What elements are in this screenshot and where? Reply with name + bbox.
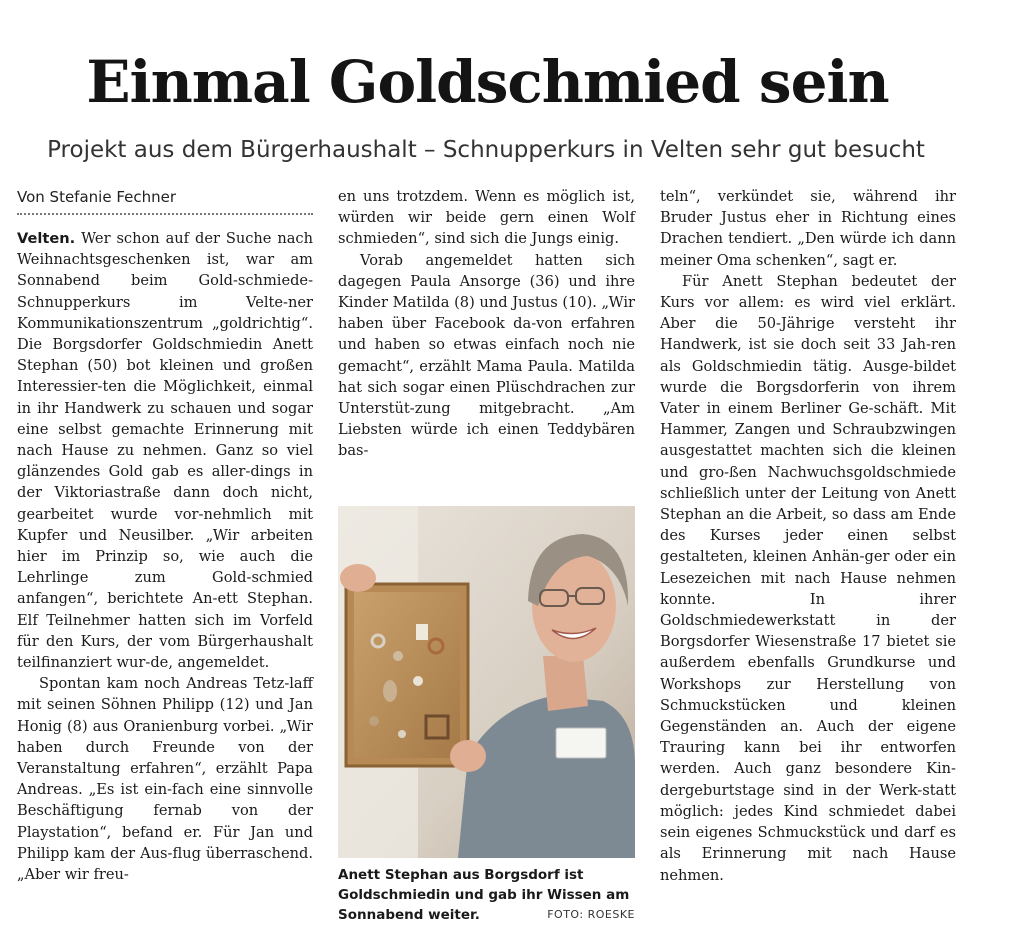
paragraph: teln“, verkündet sie, während ihr Bruder Justus eher in Richtung eines Drachen tendiert. „Den würde ich dann meiner Oma schenken“, sagt er. (660, 188, 956, 269)
photo-illustration (338, 506, 635, 858)
article-subheadline: Projekt aus dem Bürgerhaushalt – Schnupperkurs in Velten sehr gut besucht (47, 137, 925, 163)
article-column-2 (338, 186, 635, 462)
paragraph: en uns trotzdem. Wenn es möglich ist, würden wir beide gern einen Wolf schmieden“, sind sich die Jungs einig. (338, 188, 635, 248)
photo-credit: FOTO: ROESKE (547, 908, 635, 921)
article-column-1 (17, 228, 313, 885)
caption-text: Anett Stephan aus Borgsdorf ist Goldschmiedin und gab ihr Wissen am Sonnabend weiter. (338, 867, 630, 923)
article-column-3 (660, 186, 956, 886)
article-byline: Von Stefanie Fechner (17, 187, 313, 215)
paragraph: Vorab angemeldet hatten sich dagegen Paula Ansorge (36) und ihre Kinder Matilda (8) und Justus (10). „Wir haben über Facebook da-von erfahren und haben so etwas einfach noch nie gemacht“, erzählt Mama Paula. Matilda hat sich sogar einen Plüschdrachen zur Unterstüt-zung mitgebracht. „Am Liebsten würde ich einen Teddybären bas- (338, 251, 635, 460)
photo-caption (338, 865, 635, 925)
article-photo (338, 506, 635, 858)
paragraph (17, 228, 313, 673)
dateline: Velten. (17, 230, 76, 247)
paragraph: Für Anett Stephan bedeutet der Kurs vor allem: es wird viel erklärt. Aber die 50-Jährige versteht ihr Handwerk, ist sie doch seit 33 Jah-ren als Goldschmiedin tätig. Ausge-bildet wurde die Borgsdorferin von ihrem Vater in einem Berliner Ge-schäft. Mit Hammer, Zangen und Schraubzwingen ausgestattet machten sich die kleinen und gro-ßen Nachwuchsgoldschmiede schließlich unter der Leitung von Anett Stephan an die Arbeit, so dass am Ende des Kurses jeder einen selbst gestalteten, kleinen Anhän-ger oder ein Lesezeichen mit nach Hause nehmen konnte. In ihrer Goldschmiedewerkstatt in der Borgsdorfer Wiesenstraße 17 bietet sie außerdem ebenfalls Grundkurse und Workshops zur Herstellung von Schmuckstücken und kleinen Gegenständen an. Auch der eigene Trauring kann bei ihr entworfen werden. Auch ganz besondere Kin-dergeburtstage sind in der Werk-statt möglich: jedes Kind schmiedet dabei sein eigenes Schmuckstück und darf es als Erinnerung mit nach Hause nehmen. (660, 272, 956, 884)
article-headline: Einmal Goldschmied sein (86, 48, 889, 116)
paragraph: Spontan kam noch Andreas Tetz-laff mit seinen Söhnen Philipp (12) und Jan Honig (8) aus Oranienburg vorbei. „Wir haben durch Freunde von der Veranstaltung erfahren“, erzählt Papa Andreas. „Es ist ein-fach eine sinnvolle Beschäftigung fernab von der Playstation“, befand er. Für Jan und Philipp kam der Aus-flug überraschend. „Aber wir freu- (17, 675, 313, 884)
paragraph-text: Wer schon auf der Suche nach Weihnachtsgeschenken ist, war am Sonnabend beim Gold-schmiede-Schnupperkurs im Velte-ner Kommunikationszentrum „goldrichtig“. Die Borgsdorfer Goldschmiedin Anett Stephan (50) bot kleinen und großen Interessier-ten die Möglichkeit, einmal in ihr Handwerk zu schauen und sogar eine selbst gemachte Erinnerung mit nach Hause zu nehmen. Ganz so viel glänzendes Gold gab es aller-dings in der Viktoriastraße dann doch nicht, gearbeitet wurde vor-nehmlich mit Kupfer und Neusilber. „Wir arbeiten hier im Prinzip so, wie auch die Lehrlinge zum Gold-schmied anfangen“, berichtete An-ett Stephan. Elf Teilnehmer hatten sich im Vorfeld für den Kurs, der vom Bürgerhaushalt teilfinanziert wur-de, angemeldet. (17, 230, 313, 672)
